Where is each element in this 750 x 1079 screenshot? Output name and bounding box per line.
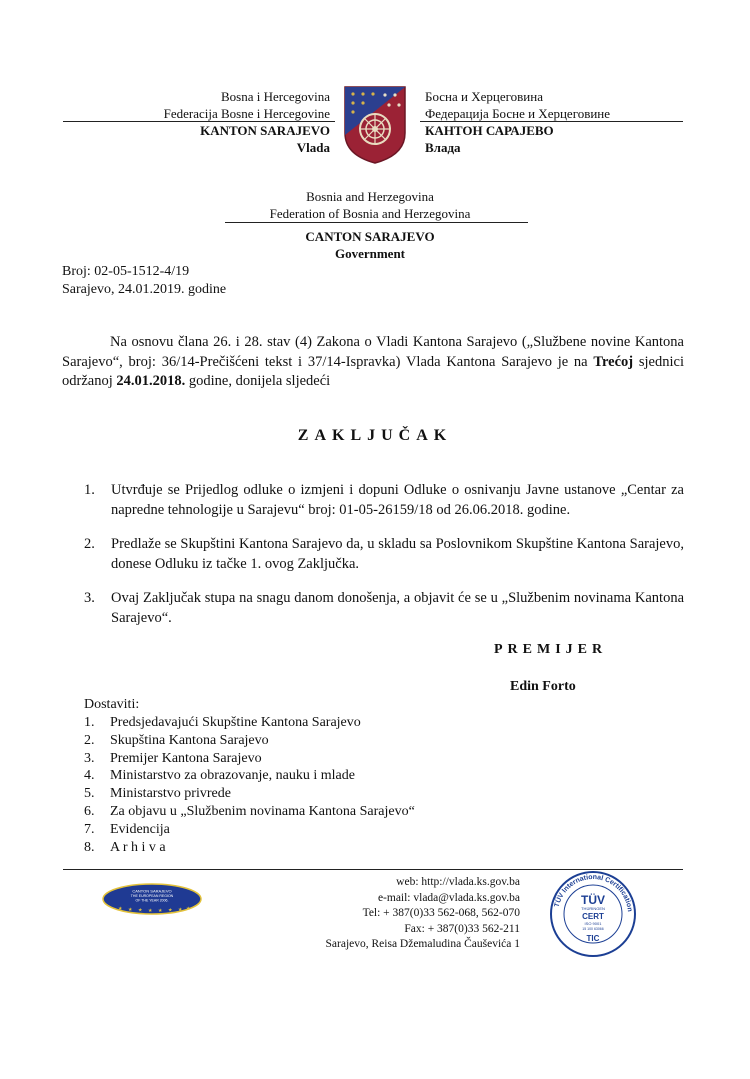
intro-session-date: 24.01.2018. bbox=[116, 373, 186, 389]
distribution-item-number: 6. bbox=[84, 803, 95, 819]
document-date: Sarajevo, 24.01.2019. godine bbox=[62, 282, 227, 297]
distribution-item-text: Ministarstvo privrede bbox=[110, 786, 231, 802]
svg-text:★: ★ bbox=[158, 908, 163, 914]
header-left-country: Bosna i Hercegovina bbox=[220, 89, 330, 104]
footer-tel: Tel: + 387(0)33 562-068, 562-070 bbox=[362, 907, 520, 919]
svg-text:★: ★ bbox=[128, 907, 133, 913]
distribution-item-text: Evidencija bbox=[110, 821, 170, 837]
distribution-item bbox=[84, 839, 415, 857]
header-english-government: Government bbox=[334, 246, 406, 261]
distribution-item-text: Predsjedavajući Skupštine Kantona Sarajevo bbox=[110, 715, 361, 730]
conclusion-item-number: 2. bbox=[84, 536, 95, 552]
conclusion-item-text: Predlaže se Skupštini Kantona Sarajevo da, u skladu sa Poslovnikom Skupštine Kantona Sarajevo, donese Odluku iz tačke 1. ovog Zaključka. bbox=[111, 536, 684, 572]
european-region-line-2: THE EUROPEAN REGION bbox=[130, 894, 174, 898]
document-title: ZAKLJUČAK bbox=[297, 427, 453, 444]
header-english-country: Bosnia and Herzegovina bbox=[306, 189, 434, 204]
footer-fax: Fax: + 387(0)33 562-211 bbox=[404, 922, 520, 935]
distribution-label: Dostaviti: bbox=[84, 697, 140, 712]
header-english-canton: CANTON SARAJEVO bbox=[305, 229, 435, 244]
document-meta bbox=[62, 263, 226, 299]
header-right-country: Босна и Херцеговина bbox=[425, 89, 543, 104]
footer-web: web: http://vlada.ks.gov.ba bbox=[396, 876, 520, 888]
european-region-logo bbox=[102, 883, 202, 915]
distribution-item-number: 3. bbox=[84, 750, 95, 766]
conclusion-item-text: Utvrđuje se Prijedlog odluke o izmjeni i dopuni Odluke o osnivanju Javne ustanove „Centar za napredne tehnologije u Sarajevu“ broj: 01-05-26159/18 od 26.06.2018. godine. bbox=[111, 482, 684, 518]
distribution-item bbox=[84, 785, 415, 803]
tuv-cert: CERT bbox=[582, 912, 604, 921]
tuv-cert-logo bbox=[549, 870, 637, 958]
tuv-tic: TIC bbox=[586, 934, 600, 943]
coat-of-arms bbox=[343, 85, 407, 165]
footer-email: e-mail: vlada@vlada.ks.gov.ba bbox=[377, 891, 520, 904]
conclusion-item bbox=[84, 589, 684, 628]
header-left-canton: KANTON SARAJEVO bbox=[200, 123, 330, 138]
distribution-item bbox=[84, 767, 415, 785]
distribution-item bbox=[84, 821, 415, 839]
header-right-government: Влада bbox=[425, 140, 461, 155]
svg-text:★: ★ bbox=[178, 907, 183, 913]
distribution-item bbox=[84, 750, 415, 768]
distribution-item-text: Skupština Kantona Sarajevo bbox=[110, 732, 269, 748]
svg-text:★: ★ bbox=[168, 907, 173, 914]
header-english-federation: Federation of Bosnia and Herzegovina bbox=[269, 206, 471, 221]
header-right-canton: КАНТОН САРАЈЕВО bbox=[425, 123, 554, 138]
conclusion-item-number: 1. bbox=[84, 482, 95, 498]
intro-session: Trećoj bbox=[593, 353, 634, 370]
header-right-rule bbox=[420, 121, 683, 122]
header-left bbox=[60, 88, 330, 156]
header-left-rule bbox=[63, 121, 335, 122]
intro-text-3: godine, donijela sljedeći bbox=[185, 373, 331, 389]
conclusion-item-number: 3. bbox=[84, 590, 95, 606]
footer-contact bbox=[230, 875, 520, 953]
svg-text:★: ★ bbox=[186, 906, 191, 912]
svg-text:★: ★ bbox=[148, 908, 153, 914]
distribution-item-number: 7. bbox=[84, 821, 95, 837]
intro-text-1: Na osnovu člana 26. i 28. stav (4) Zakona o Vladi Kantona Sarajevo („Službene novine Kantona Sarajevo“, broj: 36/14-Prečišćeni tekst i 37/14-Ispravka) Vlada Kantona Sarajevo je na bbox=[62, 334, 684, 370]
intro-text-2: sjednici održanoj bbox=[62, 353, 684, 389]
distribution-item bbox=[84, 803, 415, 821]
document-number: Broj: 02-05-1512-4/19 bbox=[62, 264, 190, 279]
svg-text:★: ★ bbox=[138, 907, 143, 914]
svg-text:★: ★ bbox=[118, 906, 123, 912]
distribution-item-number: 1. bbox=[84, 715, 95, 730]
tuv-brand: TÜV bbox=[581, 893, 605, 907]
header-english-canton-block bbox=[200, 228, 540, 262]
tuv-ring-text: TÜV International Certification bbox=[553, 873, 633, 913]
distribution-item-number: 5. bbox=[84, 786, 95, 802]
tuv-reg: 15 100 63066 bbox=[582, 927, 604, 931]
header-left-federation: Federacija Bosne i Hercegovine bbox=[163, 106, 330, 121]
tuv-iso: ISO 9001 bbox=[584, 921, 602, 926]
distribution-item-text: A r h i v a bbox=[110, 839, 166, 855]
distribution-item-text: Ministarstvo za obrazovanje, nauku i mlade bbox=[110, 768, 355, 784]
distribution-list bbox=[84, 714, 415, 856]
distribution-item bbox=[84, 714, 415, 732]
distribution-item-text: Premijer Kantona Sarajevo bbox=[110, 750, 262, 766]
header-left-government: Vlada bbox=[296, 140, 330, 155]
footer-address: Sarajevo, Reisa Džemaludina Čauševića 1 bbox=[325, 938, 520, 950]
signature-role: PREMIJER bbox=[494, 642, 608, 657]
header-english-rule bbox=[225, 222, 528, 223]
conclusion-item bbox=[84, 481, 684, 520]
european-region-line-3: OF THE YEAR 2006. bbox=[135, 898, 169, 903]
distribution-item-number: 8. bbox=[84, 839, 95, 855]
header-right-federation: Федерација Босне и Херцеговине bbox=[425, 106, 611, 121]
header-english bbox=[200, 188, 540, 222]
distribution-item-text: Za objavu u „Službenim novinama Kantona Sarajevo“ bbox=[110, 803, 415, 819]
intro-paragraph bbox=[62, 333, 684, 392]
distribution-item bbox=[84, 732, 415, 750]
tuv-sub: THÜRINGEN bbox=[581, 906, 605, 911]
conclusion-item bbox=[84, 535, 684, 574]
distribution-item-number: 2. bbox=[84, 732, 95, 748]
european-region-line-1: CANTON SARAJEVO bbox=[132, 888, 172, 894]
conclusion-item-text: Ovaj Zaključak stupa na snagu danom donošenja, a objavit će se u „Službenim novinama Kantona Sarajevo“. bbox=[111, 590, 684, 626]
distribution-item-number: 4. bbox=[84, 768, 95, 784]
signature-name: Edin Forto bbox=[510, 679, 576, 694]
header-right bbox=[425, 88, 685, 156]
